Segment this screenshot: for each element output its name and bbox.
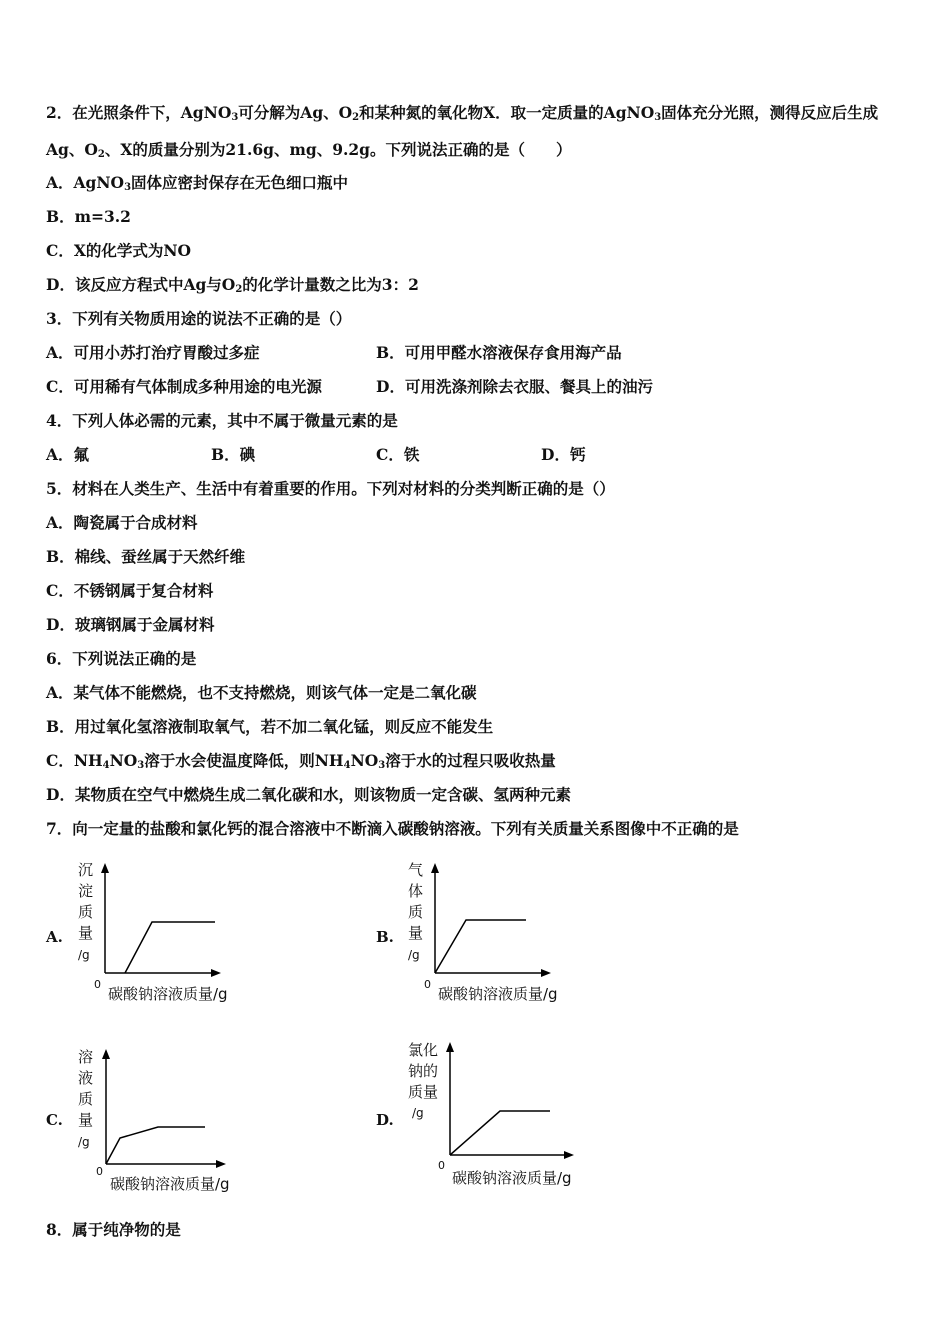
q2-option-b: B．m=3.2 xyxy=(46,207,131,226)
q5-stem: 5．材料在人类生产、生活中有着重要的作用。下列对材料的分类判断正确的是（） xyxy=(46,479,615,498)
q7-graph-c-y-arrow xyxy=(102,1049,110,1059)
q6-option-c: C．$NH_4NO_3$溶于水会使温度降低，则$NH_4NO_3$溶于水的过程只吸收热量 xyxy=(46,751,556,771)
q7-graph-c-origin: 0 xyxy=(96,1165,103,1178)
q7-stem: 7．向一定量的盐酸和氯化钙的混合溶液中不断滴入碳酸钠溶液。下列有关质量关系图像中不正确的是 xyxy=(46,819,739,838)
q7-graph-c-ylabel-2: 质 xyxy=(78,1090,94,1108)
q7-graph-c-ylabel-1: 液 xyxy=(78,1069,94,1087)
q6-option-d: D．某物质在空气中燃烧生成二氧化碳和水，则该物质一定含碳、氢两种元素 xyxy=(46,785,571,804)
q7-graph-d-ylabel-1: 钠的 xyxy=(408,1062,439,1080)
q5-option-a: A．陶瓷属于合成材料 xyxy=(46,513,198,532)
q7-graph-c-ylabel-4: /g xyxy=(78,1135,90,1149)
q7-graph-c xyxy=(70,1040,260,1200)
q7-graph-b-x-arrow xyxy=(541,969,551,977)
q7-graph-a xyxy=(70,855,260,1010)
q6-stem: 6．下列说法正确的是 xyxy=(46,649,197,668)
q2-option-c: C．X的化学式为NO xyxy=(46,241,192,260)
q3-option-d: D．可用洗涤剂除去衣服、餐具上的油污 xyxy=(376,377,653,396)
q7-graph-b-ylabel-3: 量 xyxy=(408,924,424,942)
q4-option-a: A．氟 xyxy=(46,445,90,464)
q3-option-b: B．可用甲醛水溶液保存食用海产品 xyxy=(376,343,622,362)
q2-option-a: A．AgNO$_3$固体应密封保存在无色细口瓶中 xyxy=(46,173,349,193)
q7-graph-c-xlabel: 碳酸钠溶液质量/g xyxy=(110,1175,230,1193)
q7-graph-b-ylabel-1: 体 xyxy=(408,882,424,900)
q7-graph-b-y-arrow xyxy=(431,863,439,873)
q2-stem-line1: 2．在光照条件下，AgNO$_3$可分解为Ag、$O_2$和某种氮的氧化物X．取一定质量的AgNO$_3$固体充分光照，测得反应后生成 xyxy=(46,103,879,123)
q7-graph-b-origin: 0 xyxy=(424,978,431,991)
q7-graph-c-ylabel-3: 量 xyxy=(78,1111,94,1129)
q2-stem-line2: Ag、$O_2$、X的质量分别为21.6g、mg、9.2g。下列说法正确的是（ ） xyxy=(46,140,572,160)
q4-option-c: C．铁 xyxy=(376,445,420,464)
q7-graph-b-curve xyxy=(435,920,526,973)
q7-graph-d-xlabel: 碳酸钠溶液质量/g xyxy=(452,1169,572,1187)
q7-graph-a-ylabel-2: 质 xyxy=(78,903,94,921)
q5-option-d: D．玻璃钢属于金属材料 xyxy=(46,615,215,634)
q7-graph-c-curve xyxy=(106,1127,205,1164)
q7-graph-d-label: D. xyxy=(376,1111,394,1129)
q7-graph-c-ylabel-0: 溶 xyxy=(78,1048,94,1066)
q4-stem: 4．下列人体必需的元素，其中不属于微量元素的是 xyxy=(46,411,398,430)
q6-option-a: A．某气体不能燃烧，也不支持燃烧，则该气体一定是二氧化碳 xyxy=(46,683,477,702)
q7-graph-a-ylabel-3: 量 xyxy=(78,924,94,942)
q7-graph-b-ylabel-0: 气 xyxy=(408,861,424,879)
q7-graph-b-xlabel: 碳酸钠溶液质量/g xyxy=(438,985,558,1003)
q7-graph-d-y-arrow xyxy=(446,1042,454,1052)
q7-graph-d-origin: 0 xyxy=(438,1159,445,1172)
q7-graph-a-curve xyxy=(125,922,215,973)
q8-stem: 8．属于纯净物的是 xyxy=(46,1220,181,1239)
q4-option-d: D．钙 xyxy=(541,445,586,464)
q7-graph-a-y-arrow xyxy=(101,863,109,873)
q7-graph-d-curve xyxy=(450,1111,550,1155)
q7-graph-a-ylabel-0: 沉 xyxy=(78,861,94,879)
q2-option-d: D．该反应方程式中Ag与$O_2$的化学计量数之比为3：2 xyxy=(46,275,419,295)
q7-graph-a-xlabel: 碳酸钠溶液质量/g xyxy=(108,985,228,1003)
q3-option-c: C．可用稀有气体制成多种用途的电光源 xyxy=(46,377,322,396)
q7-graph-d xyxy=(400,1035,610,1195)
q7-graph-c-x-arrow xyxy=(216,1160,226,1168)
q7-graph-d-ylabel-3: /g xyxy=(412,1106,424,1120)
q7-graph-b-ylabel-2: 质 xyxy=(408,903,424,921)
q5-option-b: B．棉线、蚕丝属于天然纤维 xyxy=(46,547,246,566)
q5-option-c: C．不锈钢属于复合材料 xyxy=(46,581,214,600)
q7-graph-d-x-arrow xyxy=(564,1151,574,1159)
q7-graph-b-label: B. xyxy=(376,928,394,946)
q7-graph-c-label: C. xyxy=(46,1111,63,1129)
q3-option-a: A．可用小苏打治疗胃酸过多症 xyxy=(46,343,260,362)
q4-option-b: B．碘 xyxy=(211,445,256,464)
q6-option-b: B．用过氧化氢溶液制取氧气，若不加二氧化锰，则反应不能发生 xyxy=(46,717,494,736)
q7-graph-d-ylabel-0: 氯化 xyxy=(408,1041,439,1059)
q3-stem: 3．下列有关物质用途的说法不正确的是（） xyxy=(46,309,352,328)
q7-graph-a-ylabel-4: /g xyxy=(78,948,90,962)
q7-graph-a-label: A. xyxy=(46,928,63,946)
q7-graph-a-ylabel-1: 淀 xyxy=(78,882,94,900)
q7-graph-a-x-arrow xyxy=(211,969,221,977)
q7-graph-d-ylabel-2: 质量 xyxy=(408,1083,439,1101)
q7-graph-b-ylabel-4: /g xyxy=(408,948,420,962)
q7-graph-a-origin: 0 xyxy=(94,978,101,991)
q7-graph-b xyxy=(400,855,590,1010)
